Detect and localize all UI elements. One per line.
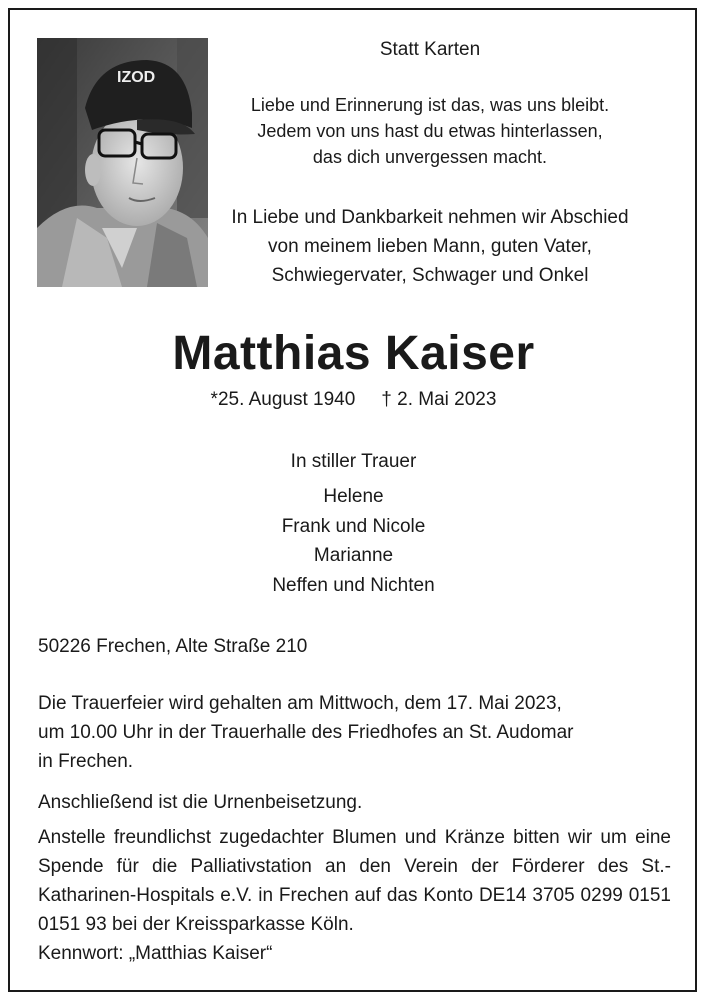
poem-line: Liebe und Erinnerung ist das, was uns bleibt. <box>250 95 610 115</box>
service-details <box>38 689 671 776</box>
farewell-intro <box>215 203 645 290</box>
mourner-name: Neffen und Nichten <box>272 574 435 596</box>
poem-line: das dich unvergessen macht. <box>312 147 548 167</box>
birth-date: *25. August 1940 <box>210 389 356 410</box>
life-dates <box>0 386 707 414</box>
intro-line: von meinem lieben Mann, guten Vater, <box>268 236 592 257</box>
address: 50226 Frechen, Alte Straße 210 <box>38 636 308 657</box>
service-line: um 10.00 Uhr in der Trauerhalle des Friedhofes an St. Audomar <box>38 722 574 743</box>
deceased-name: Matthias Kaiser <box>172 327 535 380</box>
death-date: † 2. Mai 2023 <box>381 389 497 410</box>
service-line: Die Trauerfeier wird gehalten am Mittwoch, dem 17. Mai 2023, <box>38 693 562 714</box>
poem-line: Jedem von uns hast du etwas hinterlassen, <box>257 121 603 141</box>
burial-note: Anschließend ist die Urnenbeisetzung. <box>38 792 363 813</box>
donation-text: Anstelle freundlichst zugedachter Blumen und Kränze bitten wir um eine Spende für die Palliativstation an den Verein der Förderer des St.-Katharinen-Hospitals e.V. in Frechen auf das Konto DE14 3705 0299 0151 0151 93 bei der Kreissparkasse Köln. <box>38 827 671 935</box>
mourner-name: Helene <box>323 486 384 507</box>
donation-keyword: Kennwort: „Matthias Kaiser“ <box>38 943 273 964</box>
mourners-list <box>0 482 707 600</box>
cap-logo <box>117 69 155 86</box>
mourner-name: Marianne <box>313 545 394 566</box>
poem <box>215 92 645 170</box>
mourner-name: Frank und Nicole <box>281 515 426 537</box>
intro-line: In Liebe und Dankbarkeit nehmen wir Abschied <box>231 207 629 228</box>
intro-line: Schwiegervater, Schwager und Onkel <box>271 265 589 286</box>
donation-request <box>38 823 671 968</box>
svg-text:IZOD: IZOD <box>117 69 156 86</box>
service-line: in Frechen. <box>38 751 134 772</box>
statt-karten: Statt Karten <box>379 39 481 60</box>
mourning-heading: In stiller Trauer <box>290 451 417 472</box>
portrait-photo <box>37 38 208 287</box>
